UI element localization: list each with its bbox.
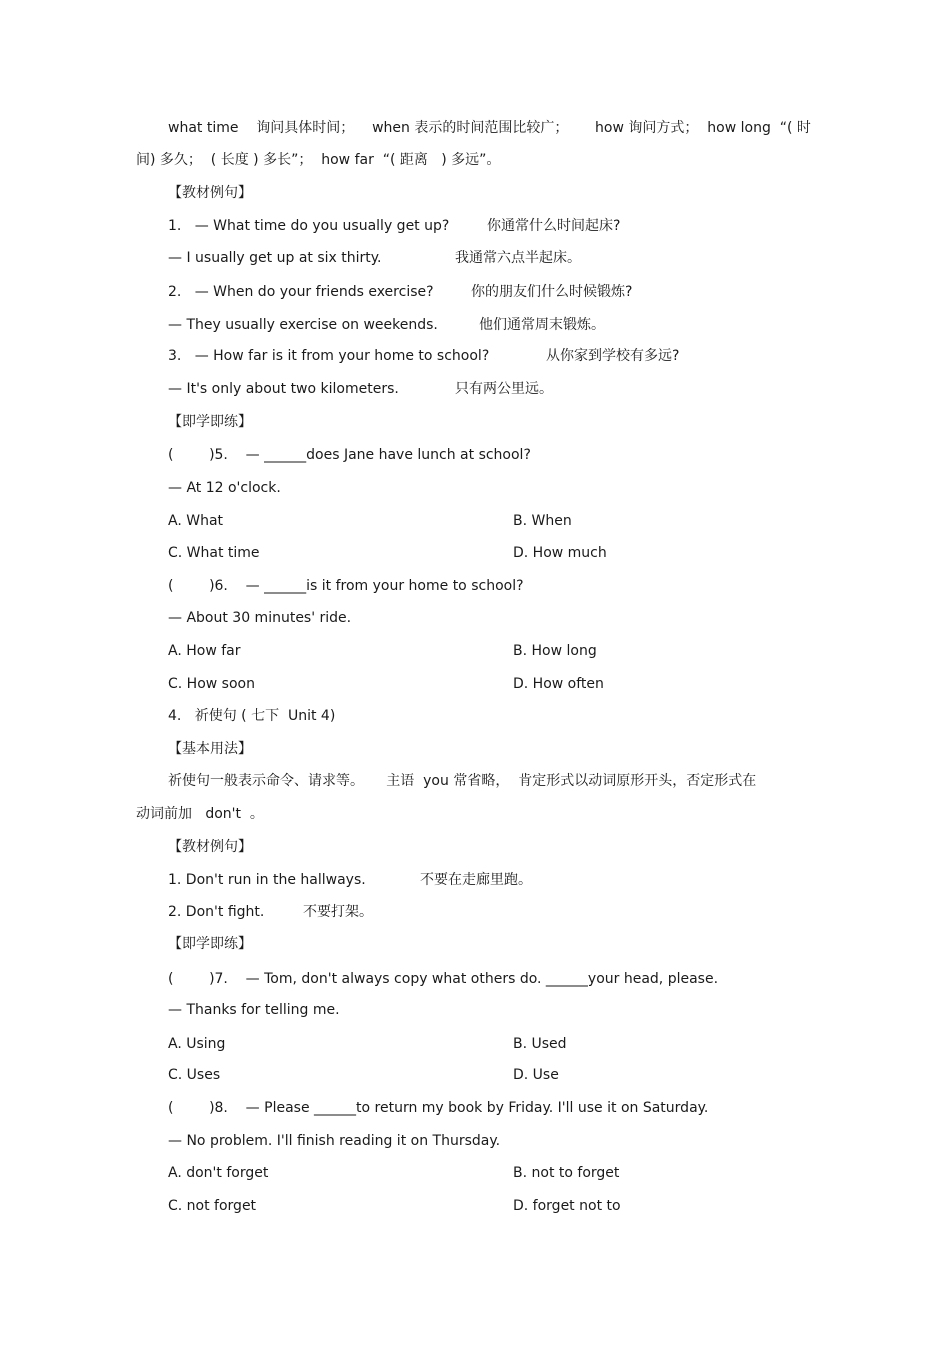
example-chinese: 他们通常周末锻炼。 xyxy=(479,317,605,333)
example-english: 3. — How far is it from your home to school? xyxy=(168,348,490,364)
example-chinese: 我通常六点半起床。 xyxy=(455,250,581,266)
option-d: D. How much xyxy=(513,545,607,561)
example-chinese: 不要在走廊里跑。 xyxy=(420,872,532,888)
example-english: 1. Don't run in the hallways. xyxy=(168,872,366,888)
section-heading: 【教材例句】 xyxy=(168,185,252,201)
question-stem: ( )8. — Please ______to return my book by Friday. I'll use it on Saturday. xyxy=(168,1100,709,1116)
question-stem: ( )5. — ______does Jane have lunch at school? xyxy=(168,447,531,463)
option-b: B. How long xyxy=(513,643,597,659)
question-reply: — At 12 o'clock. xyxy=(168,480,281,496)
option-a: A. What xyxy=(168,513,224,529)
option-d: D. Use xyxy=(513,1067,559,1083)
option-a: A. don't forget xyxy=(168,1165,269,1181)
topic-heading: 4. 祈使句 ( 七下 Unit 4) xyxy=(168,708,336,724)
option-a: A. How far xyxy=(168,643,241,659)
section-heading: 【即学即练】 xyxy=(168,936,252,952)
section-heading: 【即学即练】 xyxy=(168,414,252,430)
example-chinese: 只有两公里远。 xyxy=(455,381,553,397)
paragraph-line: 动词前加 don't 。 xyxy=(136,806,264,822)
paragraph-line: 祈使句一般表示命令、请求等。 主语 you 常省略， 肯定形式以动词原形开头，否定形式在 xyxy=(168,773,757,789)
question-reply: — About 30 minutes' ride. xyxy=(168,610,352,626)
question-reply: — Thanks for telling me. xyxy=(168,1002,340,1018)
example-chinese: 你的朋友们什么时候锻炼? xyxy=(471,284,633,300)
option-c: C. not forget xyxy=(168,1198,257,1214)
section-heading: 【教材例句】 xyxy=(168,839,252,855)
option-c: C. How soon xyxy=(168,676,255,692)
example-english: — I usually get up at six thirty. xyxy=(168,250,382,266)
option-b: B. When xyxy=(513,513,572,529)
example-chinese: 从你家到学校有多远? xyxy=(546,348,680,364)
option-b: B. not to forget xyxy=(513,1165,620,1181)
option-d: D. How often xyxy=(513,676,604,692)
question-reply: — No problem. I'll finish reading it on Thursday. xyxy=(168,1133,501,1149)
option-a: A. Using xyxy=(168,1036,226,1052)
option-c: C. What time xyxy=(168,545,260,561)
example-chinese: 不要打架。 xyxy=(303,904,373,920)
paragraph-line: 间) 多久； ( 长度 ) 多长”； how far “( 距离 ) 多远”。 xyxy=(136,152,501,168)
paragraph-line: what time 询问具体时间； when 表示的时间范围比较广； how 询问方式； how long “( 时 xyxy=(168,120,811,136)
section-heading: 【基本用法】 xyxy=(168,741,252,757)
example-english: — They usually exercise on weekends. xyxy=(168,317,438,333)
example-english: 2. — When do your friends exercise? xyxy=(168,284,434,300)
option-d: D. forget not to xyxy=(513,1198,621,1214)
example-chinese: 你通常什么时间起床? xyxy=(487,218,621,234)
question-stem: ( )7. — Tom, don't always copy what others do. ______your head, please. xyxy=(168,971,719,987)
question-stem: ( )6. — ______is it from your home to school? xyxy=(168,578,524,594)
example-english: — It's only about two kilometers. xyxy=(168,381,399,397)
example-english: 1. — What time do you usually get up? xyxy=(168,218,450,234)
option-b: B. Used xyxy=(513,1036,567,1052)
example-english: 2. Don't fight. xyxy=(168,904,265,920)
option-c: C. Uses xyxy=(168,1067,221,1083)
